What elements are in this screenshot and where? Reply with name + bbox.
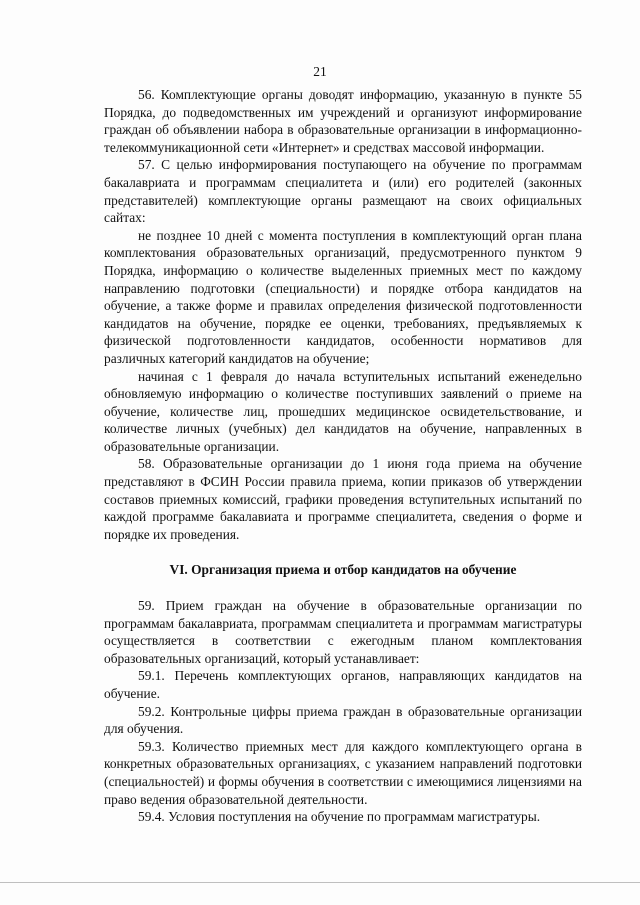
document-body bbox=[104, 86, 582, 826]
scan-edge-line bbox=[0, 882, 640, 883]
paragraph-58: 58. Образовательные организации до 1 июня года приема на обучение представляют в ФСИН России правила приема, копии приказов об утверждении составов приемных комиссий, графики проведения вступительных испытаний по каждой программе бакалавиата и программе специалитета, сведения о форме и порядке их проведения. bbox=[104, 456, 582, 542]
paragraph-59: 59. Прием граждан на обучение в образовательные организации по программам бакалавриата, программам специалитета и программам магистратуры осуществляется в соответствии с ежегодным планом комплектования образовательных организаций, который устанавливает: bbox=[104, 598, 582, 666]
paragraph-59-2: 59.2. Контрольные цифры приема граждан в образовательные организации для обучения. bbox=[104, 703, 582, 737]
section-heading: VI. Организация приема и отбор кандидатов на обучение bbox=[169, 562, 517, 578]
paragraph-56: 56. Комплектующие органы доводят информацию, указанную в пункте 55 Порядка, до подведомственных им учреждений и организуют информирование граждан об объявлении набора в образовательные организации в информационно-телекоммуникационной сети «Интернет» и средствах массовой информации. bbox=[104, 87, 582, 155]
paragraph-57-item-2: начиная с 1 февраля до начала вступительных испытаний еженедельно обновляемую информацию о количестве поступивших заявлений о приеме на обучение, количестве лиц, прошедших медицинское освидетельствование, и количестве личных (учебных) дел кандидатов на обучение, направленных в образовательные организации. bbox=[104, 368, 582, 454]
paragraph-59-3: 59.3. Количество приемных мест для каждого комплектующего органа в конкретных образовательных организациях, с указанием направлений подготовки (специальностей) и формы обучения в соответствии с имеющимися лицензиями на право ведения образовательной деятельности. bbox=[104, 738, 582, 807]
paragraph-59-4: 59.4. Условия поступления на обучение по программам магистратуры. bbox=[138, 809, 541, 825]
paragraph-57: 57. С целью информирования поступающего на обучение по программам бакалавриата и программам специалитета и (или) его родителей (законных представителей) комплектующие органы размещают на своих официальных сайтах: bbox=[104, 157, 582, 226]
paragraph-59-1: 59.1. Перечень комплектующих органов, направляющих кандидатов на обучение. bbox=[104, 668, 582, 701]
paragraph-57-item-1: не позднее 10 дней с момента поступления в комплектующий орган плана комплектования образовательных организаций, предусмотренного пунктом 9 Порядка, информацию о количестве выделенных приемных мест по каждому направлению подготовки (специальности) и порядке отбора кандидатов на обучение, а также форме и правилах определения физической подготовленности кандидатов на обучение, порядке ее оценки, требованиях, предъявляемых к физической подготовленности кандидатов, особенности нормативов для различных категорий кандидатов на обучение; bbox=[104, 227, 582, 366]
page-number: 21 bbox=[313, 64, 327, 79]
